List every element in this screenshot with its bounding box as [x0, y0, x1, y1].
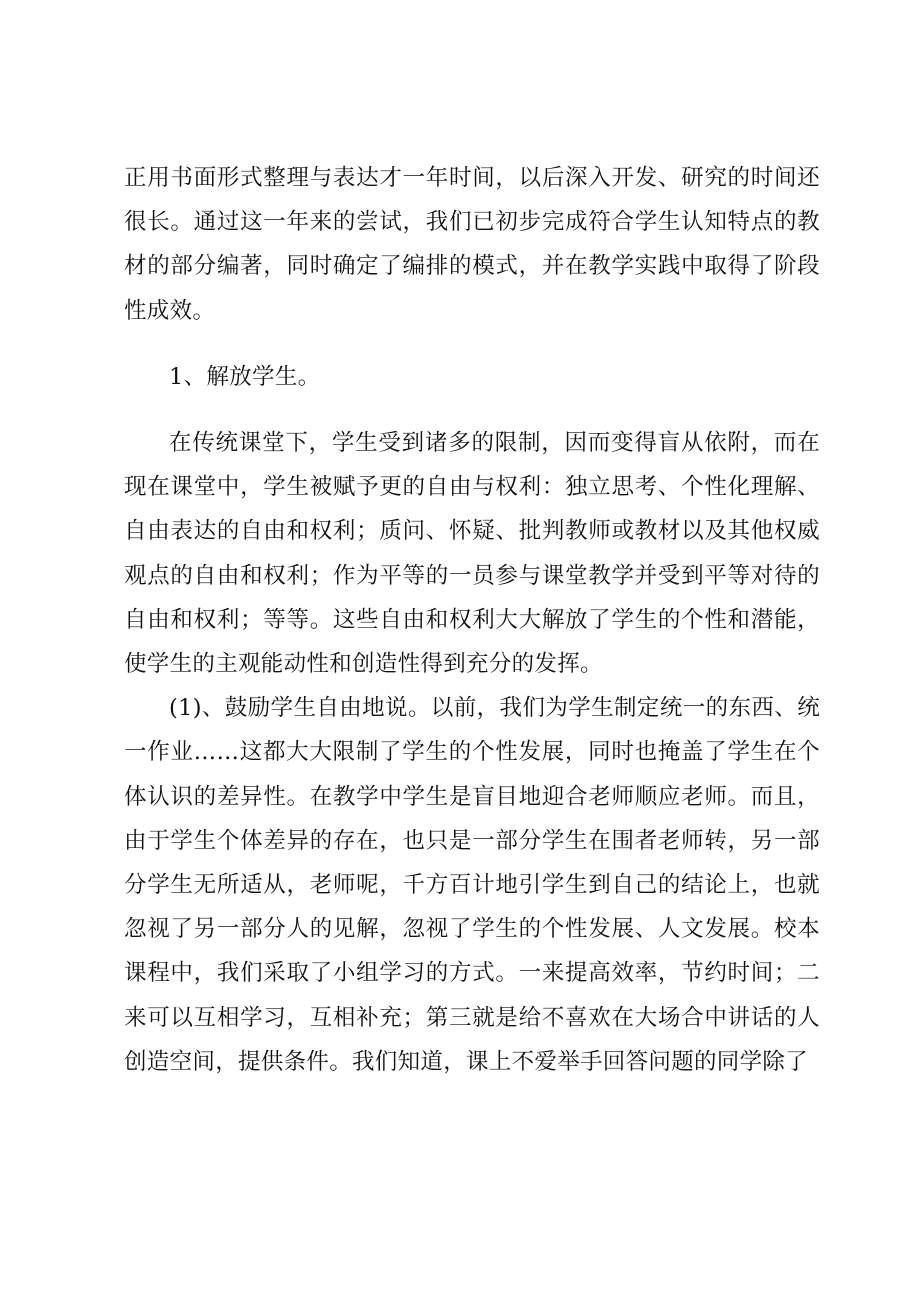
section-heading-liberate-students: 1、解放学生。 [169, 363, 321, 390]
paragraph-intro: 正用书面形式整理与表达才一年时间，以后深入开发、研究的时间还很长。通过这一年来的尝试，我们已初步完成符合学生认知特点的教材的部分编著，同时确定了编排的模式，并在教学实践中取得了阶段性成效。 [124, 165, 820, 324]
document-body [124, 156, 820, 1084]
paragraph-traditional-classroom: 在传统课堂下，学生受到诸多的限制，因而变得盲从依附，而在现在课堂中，学生被赋予更的自由与权利：独立思考、个性化理解、自由表达的自由和权利；质问、怀疑、批判教师或教材以及其他权威观点的自由和权利；作为平等的一员参与课堂教学并受到平等对待的自由和权利；等等。这些自由和权利大大解放了学生的个性和潜能，使学生的主观能动性和创造性得到充分的发挥。 [124, 430, 820, 678]
paragraph-encourage-speaking: (1)、鼓励学生自由地说。以前，我们为学生制定统一的东西、统一作业……这都大大限制了学生的个性发展，同时也掩盖了学生在个体认识的差异性。在教学中学生是盲目地迎合老师顺应老师。而且，由于学生个体差异的存在，也只是一部分学生在围者老师转，另一部分学生无所适从，老师呢，千方百计地引学生到自己的结论上，也就忽视了另一部分人的见解，忽视了学生的个性发展、人文发展。校本课程中，我们采取了小组学习的方式。一来提高效率，节约时间；二来可以互相学习，互相补充；第三就是给不喜欢在大场合中讲话的人创造空间，提供条件。我们知道，课上不爱举手回答问题的同学除了 [124, 695, 820, 1075]
